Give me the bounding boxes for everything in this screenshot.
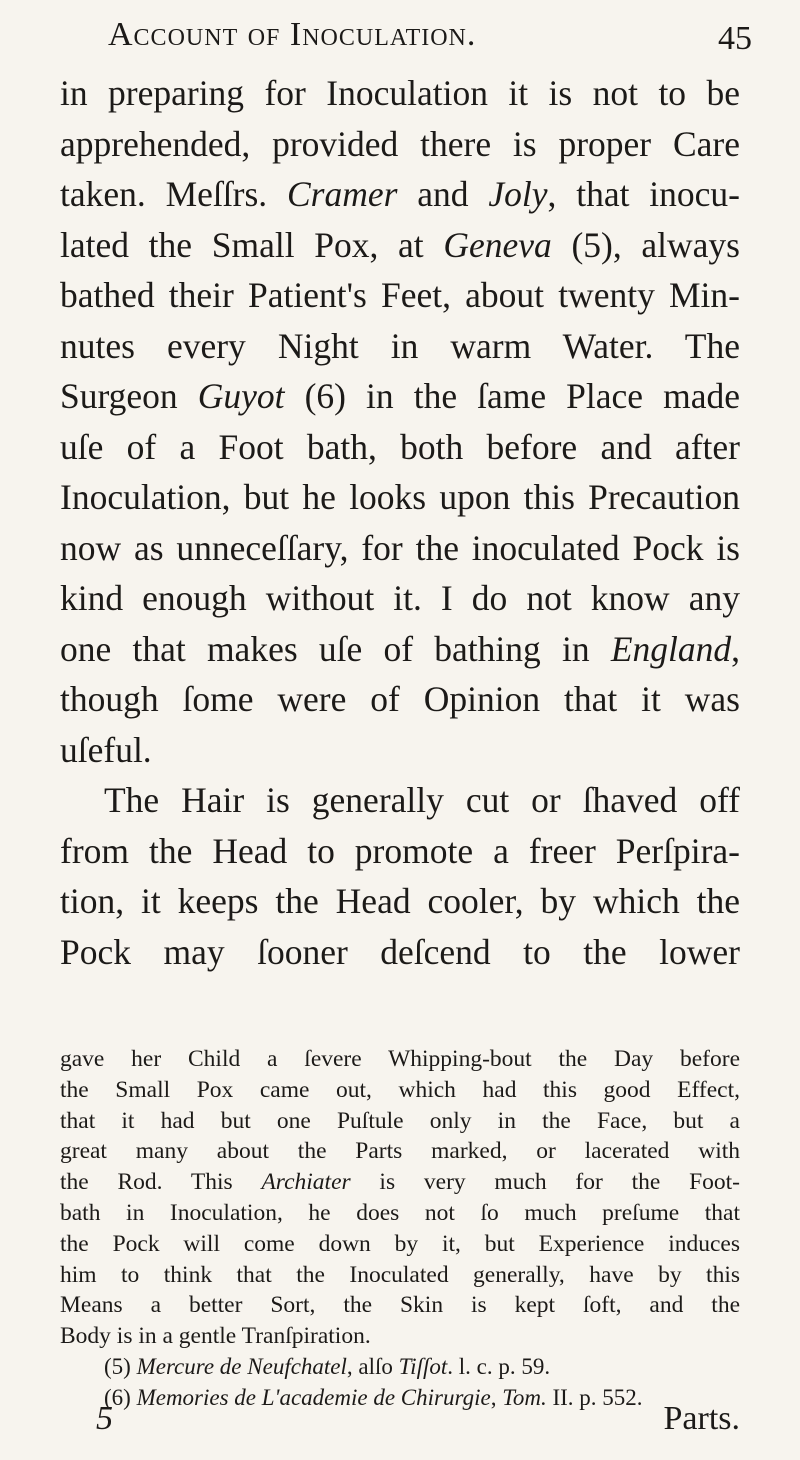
footnote-line: the Pock will come down by it, but Experience induces bbox=[60, 1230, 740, 1257]
footnote-line: the Small Pox came out, which had this good Effect, bbox=[60, 1076, 740, 1103]
footnote-line: the Rod. This Archiater is very much for the Foot- bbox=[60, 1169, 740, 1196]
signature-mark: 5 bbox=[96, 1400, 113, 1437]
reference-5: (5) Mercure de Neufchatel, alſo Tiſſot. l. c. p. 59. bbox=[104, 1353, 551, 1379]
text-line: kind enough without it. I do not know any bbox=[60, 578, 740, 618]
text-line: Inoculation, but he looks upon this Precaution bbox=[60, 477, 740, 517]
name-guyot: Guyot bbox=[197, 376, 285, 416]
page-header bbox=[0, 10, 800, 70]
text-line: tion, it keeps the Head cooler, by which the bbox=[60, 881, 740, 921]
name-cramer: Cramer bbox=[286, 174, 398, 214]
text-line: taken. Meſſrs. Cramer and Joly, that inocu- bbox=[60, 174, 740, 214]
text-line: from the Head to promote a freer Perſpira- bbox=[60, 830, 740, 871]
text-line: in preparing for Inoculation it is not to be bbox=[60, 73, 740, 113]
text-line: one that makes uſe of bathing in England, bbox=[60, 628, 740, 669]
text-line: The Hair is generally cut or ſhaved off bbox=[104, 780, 740, 820]
text-line: uſeful. bbox=[60, 729, 152, 770]
footnote-line: him to think that the Inoculated generally, have by this bbox=[60, 1261, 740, 1288]
text-line: lated the Small Pox, at Geneva (5), always bbox=[60, 224, 740, 265]
reference-6: (6) Memories de L'academie de Chirurgie, Tom. II. p. 552. bbox=[104, 1384, 643, 1410]
text-line: bathed their Patient's Feet, about twenty Min- bbox=[60, 275, 740, 315]
text-line: apprehended, provided there is proper Care bbox=[60, 123, 740, 164]
text-line: uſe of a Foot bath, both before and after bbox=[60, 426, 740, 467]
term-archiater: Archiater bbox=[261, 1169, 351, 1196]
place-geneva: Geneva bbox=[443, 224, 552, 265]
name-joly: Joly bbox=[488, 174, 548, 214]
text-line: Surgeon Guyot (6) in the ſame Place made bbox=[60, 376, 740, 416]
footnotes bbox=[60, 1044, 740, 1414]
page-number: 45 bbox=[718, 20, 752, 57]
place-england: England bbox=[610, 628, 732, 669]
text-line: though ſome were of Opinion that it was bbox=[60, 679, 740, 719]
footnote-line: that it had but one Puſtule only in the Face, but a bbox=[60, 1107, 740, 1134]
running-title: Account of Inoculation. bbox=[108, 16, 477, 53]
text-line: Pock may ſooner deſcend to the lower bbox=[60, 931, 740, 972]
footnote-line: great many about the Parts marked, or lacerated with bbox=[60, 1138, 740, 1165]
page-footer bbox=[60, 1400, 740, 1450]
catchword: Parts. bbox=[663, 1400, 740, 1437]
footnote-line: bath in Inoculation, he does not ſo much preſume that bbox=[60, 1199, 740, 1226]
footnote-line: Body is in a gentle Tranſpiration. bbox=[60, 1323, 371, 1350]
footnote-line: gave her Child a ſevere Whipping-bout the Day before bbox=[60, 1046, 740, 1072]
text-line: now as unneceſſary, for the inoculated Pock is bbox=[60, 527, 740, 568]
main-text bbox=[60, 68, 740, 977]
footnote-line: Means a better Sort, the Skin is kept ſoft, and the bbox=[60, 1292, 740, 1319]
text-line: nutes every Night in warm Water. The bbox=[60, 325, 740, 366]
